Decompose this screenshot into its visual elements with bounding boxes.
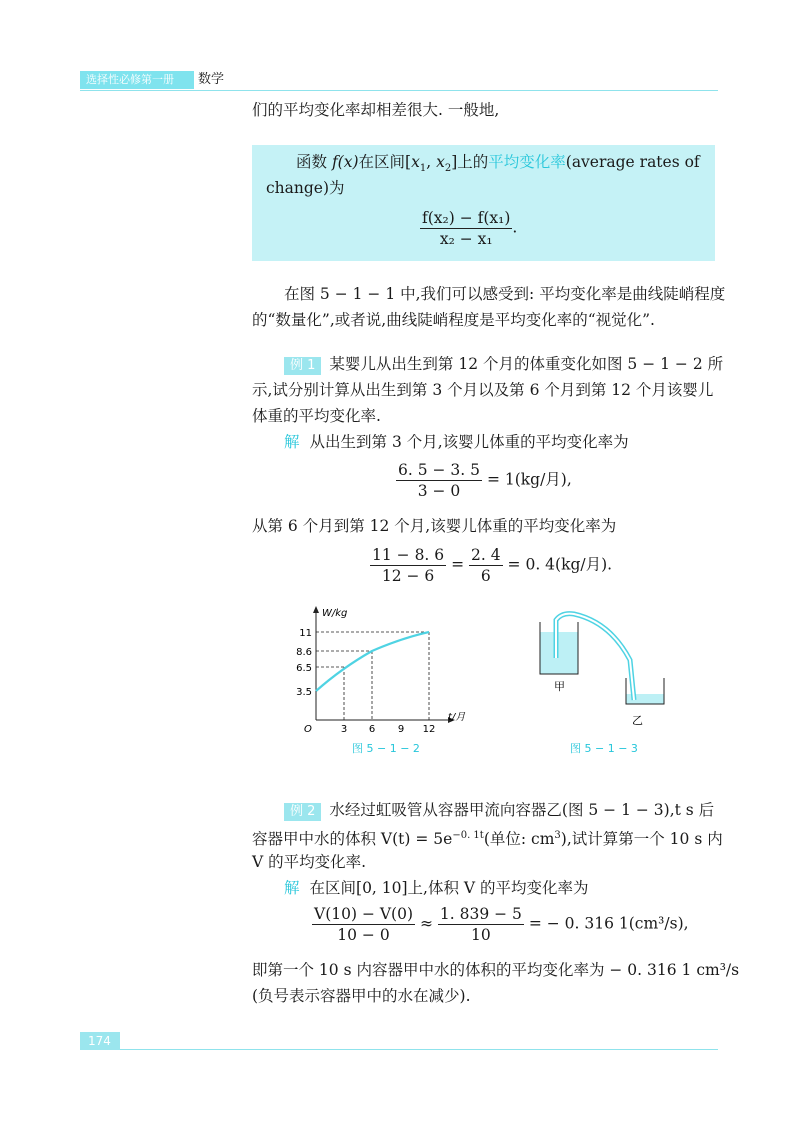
definition-line1: 函数 f(x)在区间[$x_1$, $x_2$]上的平均变化率(average rates of [296, 153, 700, 175]
siphon-figure [530, 608, 680, 736]
solution2-label: 解 [284, 879, 300, 897]
example1-label: 例 1 [284, 357, 321, 375]
x-tick-6: 6 [368, 724, 376, 735]
example1-formula2: $\frac{11 - 8. 6}{12 - 6}$ = $\frac{2. 4}{6}$ = 0. 4(kg/月). [372, 546, 613, 585]
example1-solution-line: 解 从出生到第 3 个月,该婴儿体重的平均变化率为 [284, 433, 629, 451]
definition-term: 平均变化率 [488, 153, 566, 171]
y-tick-6-5: 6.5 [296, 663, 312, 674]
page-number: 174 [80, 1032, 120, 1050]
fig3-caption: 图 5 − 1 − 3 [570, 742, 638, 755]
example2-line3: V 的平均变化率. [252, 853, 367, 871]
example1-line3: 体重的平均变化率. [252, 407, 381, 425]
example1-formula1: $\frac{6. 5 - 3. 5}{3 - 0}$ = 1(kg/月), [398, 461, 572, 500]
example2-line1: 例 2 水经过虹吸管从容器甲流向容器乙(图 5 − 1 − 3),t s 后 [284, 796, 714, 824]
solution-label: 解 [284, 433, 300, 451]
definition-line2: change)为 [266, 179, 345, 197]
y-tick-3-5: 3.5 [296, 687, 312, 698]
y-axis-label: W/kg [322, 608, 348, 619]
intro-line: 们的平均变化率却相差很大. 一般地, [252, 101, 500, 119]
example1-line2: 示,试分别计算从出生到第 3 个月以及第 6 个月到第 12 个月该婴儿 [252, 381, 714, 399]
definition-formula: $\frac{\text{f(x₂) − f(x₁)}}{\text{x₂ − x₁}}$ . [422, 209, 518, 248]
y-axis-arrow [313, 606, 319, 613]
label-yi: 乙 [632, 714, 643, 727]
x-axis-label: t/月 [448, 712, 466, 723]
header-rule [80, 90, 718, 91]
example2-line2: 容器甲中水的体积 $V(t) = 5e^{-0. 1t}$(单位: $cm^3$),试计算第一个 10 s 内 [252, 830, 723, 849]
y-tick-11: 11 [299, 628, 312, 639]
example2-label: 例 2 [284, 803, 321, 821]
example2-formula: $\frac{V(10) - V(0)}{10 - 0}$ ≈ $\frac{1. 839 - 5}{10}$ = − 0. 316 1(cm³/s), [314, 905, 689, 944]
footer-rule [120, 1049, 718, 1050]
para1-line2: 的“数量化”,或者说,曲线陡峭程度是平均变化率的“视觉化”. [252, 311, 655, 329]
example2-solution-line: 解 在区间[0, 10]上,体积 V 的平均变化率为 [284, 879, 589, 897]
y-tick-8-6: 8.6 [296, 647, 312, 658]
para1-line1: 在图 5 − 1 − 1 中,我们可以感受到: 平均变化率是曲线陡峭程度 [284, 285, 726, 303]
example1-solution-line2: 从第 6 个月到第 12 个月,该婴儿体重的平均变化率为 [252, 517, 617, 535]
container-jia-water [540, 632, 578, 674]
fig2-caption: 图 5 − 1 − 2 [352, 742, 420, 755]
x-tick-9: 9 [397, 724, 405, 735]
weight-curve [316, 632, 429, 691]
subject-label: 数学 [198, 72, 225, 87]
origin-label: O [304, 724, 312, 735]
label-jia: 甲 [554, 680, 565, 693]
conclusion-line2: (负号表示容器甲中的水在减少). [252, 987, 471, 1005]
example1-line1: 例 1 某婴儿从出生到第 12 个月的体重变化如图 5 − 1 − 2 所 [284, 350, 723, 378]
book-tag: 选择性必修第一册 [80, 71, 194, 89]
conclusion-line1: 即第一个 10 s 内容器甲中水的体积的平均变化率为 − 0. 316 1 cm³/s [252, 961, 740, 979]
x-tick-3: 3 [340, 724, 348, 735]
x-tick-12: 12 [422, 724, 436, 735]
weight-chart [290, 606, 470, 736]
